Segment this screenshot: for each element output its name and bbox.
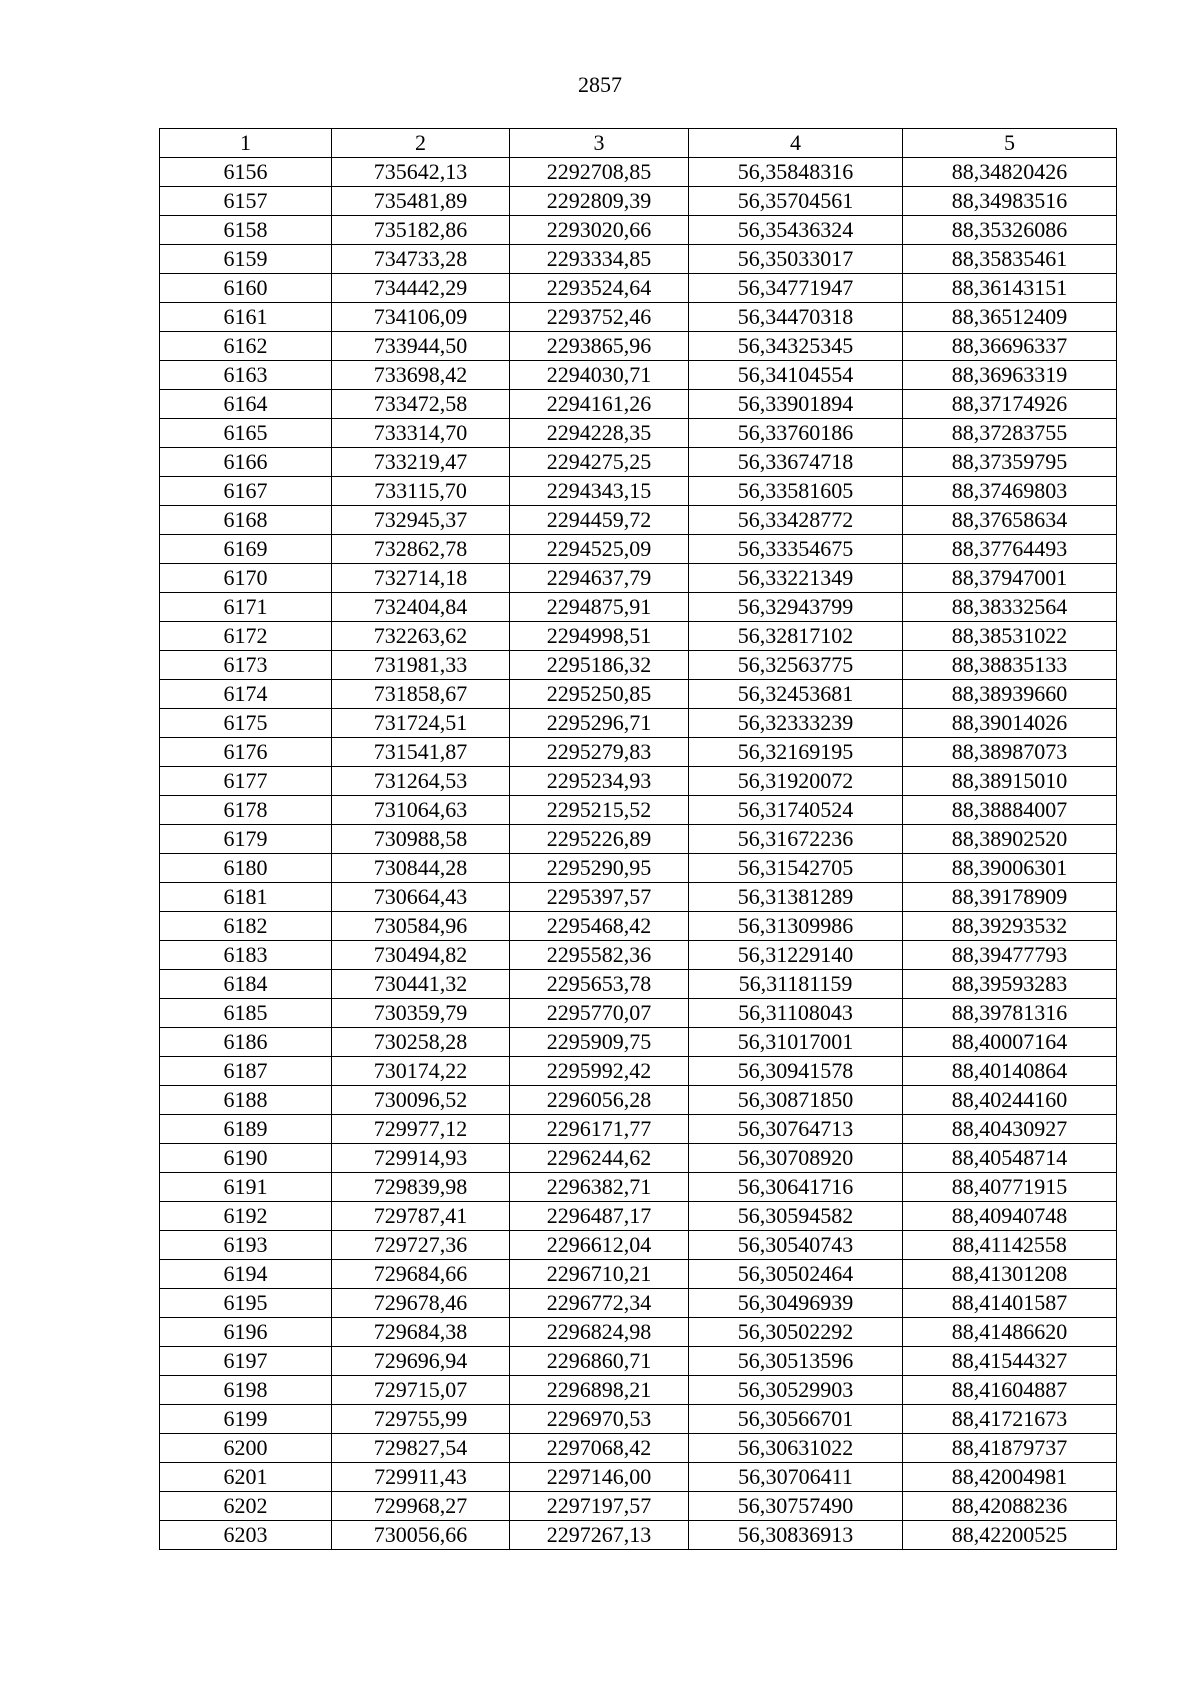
- longitude-cell: 88,40430927: [903, 1115, 1117, 1144]
- latitude-cell: 56,30529903: [689, 1376, 903, 1405]
- x-coordinate-cell: 730359,79: [332, 999, 510, 1028]
- latitude-cell: 56,35848316: [689, 158, 903, 187]
- x-coordinate-cell: 734106,09: [332, 303, 510, 332]
- latitude-cell: 56,31672236: [689, 825, 903, 854]
- latitude-cell: 56,30594582: [689, 1202, 903, 1231]
- longitude-cell: 88,36143151: [903, 274, 1117, 303]
- x-coordinate-cell: 731064,63: [332, 796, 510, 825]
- y-coordinate-cell: 2295186,32: [510, 651, 689, 680]
- x-coordinate-cell: 729678,46: [332, 1289, 510, 1318]
- latitude-cell: 56,33354675: [689, 535, 903, 564]
- point-number-cell: 6164: [160, 390, 332, 419]
- longitude-cell: 88,40940748: [903, 1202, 1117, 1231]
- table-body: [160, 158, 1117, 1550]
- y-coordinate-cell: 2292708,85: [510, 158, 689, 187]
- point-number-cell: 6193: [160, 1231, 332, 1260]
- latitude-cell: 56,33428772: [689, 506, 903, 535]
- longitude-cell: 88,40007164: [903, 1028, 1117, 1057]
- table-row: [160, 767, 1117, 796]
- longitude-cell: 88,36963319: [903, 361, 1117, 390]
- longitude-cell: 88,37947001: [903, 564, 1117, 593]
- y-coordinate-cell: 2296244,62: [510, 1144, 689, 1173]
- point-number-cell: 6167: [160, 477, 332, 506]
- latitude-cell: 56,32333239: [689, 709, 903, 738]
- y-coordinate-cell: 2293865,96: [510, 332, 689, 361]
- longitude-cell: 88,41544327: [903, 1347, 1117, 1376]
- y-coordinate-cell: 2295226,89: [510, 825, 689, 854]
- latitude-cell: 56,30566701: [689, 1405, 903, 1434]
- x-coordinate-cell: 729715,07: [332, 1376, 510, 1405]
- latitude-cell: 56,31229140: [689, 941, 903, 970]
- page-number: 2857: [578, 72, 622, 97]
- table-row: [160, 622, 1117, 651]
- x-coordinate-cell: 729977,12: [332, 1115, 510, 1144]
- longitude-cell: 88,38835133: [903, 651, 1117, 680]
- table-row: [160, 390, 1117, 419]
- y-coordinate-cell: 2296772,34: [510, 1289, 689, 1318]
- column-header-3: 3: [510, 129, 689, 158]
- point-number-cell: 6171: [160, 593, 332, 622]
- y-coordinate-cell: 2297197,57: [510, 1492, 689, 1521]
- y-coordinate-cell: 2294525,09: [510, 535, 689, 564]
- point-number-cell: 6195: [160, 1289, 332, 1318]
- y-coordinate-cell: 2296487,17: [510, 1202, 689, 1231]
- column-header-2: 2: [332, 129, 510, 158]
- point-number-cell: 6202: [160, 1492, 332, 1521]
- latitude-cell: 56,34771947: [689, 274, 903, 303]
- x-coordinate-cell: 733944,50: [332, 332, 510, 361]
- x-coordinate-cell: 729911,43: [332, 1463, 510, 1492]
- point-number-cell: 6183: [160, 941, 332, 970]
- latitude-cell: 56,35704561: [689, 187, 903, 216]
- x-coordinate-cell: 730664,43: [332, 883, 510, 912]
- point-number-cell: 6190: [160, 1144, 332, 1173]
- y-coordinate-cell: 2294875,91: [510, 593, 689, 622]
- x-coordinate-cell: 730494,82: [332, 941, 510, 970]
- point-number-cell: 6203: [160, 1521, 332, 1550]
- table-row: [160, 854, 1117, 883]
- x-coordinate-cell: 729839,98: [332, 1173, 510, 1202]
- y-coordinate-cell: 2295290,95: [510, 854, 689, 883]
- table-row: [160, 332, 1117, 361]
- longitude-cell: 88,34820426: [903, 158, 1117, 187]
- x-coordinate-cell: 731541,87: [332, 738, 510, 767]
- y-coordinate-cell: 2295234,93: [510, 767, 689, 796]
- latitude-cell: 56,32563775: [689, 651, 903, 680]
- x-coordinate-cell: 732945,37: [332, 506, 510, 535]
- longitude-cell: 88,35326086: [903, 216, 1117, 245]
- y-coordinate-cell: 2294228,35: [510, 419, 689, 448]
- table-row: [160, 1260, 1117, 1289]
- table-row: [160, 1434, 1117, 1463]
- point-number-cell: 6179: [160, 825, 332, 854]
- longitude-cell: 88,34983516: [903, 187, 1117, 216]
- table-row: [160, 680, 1117, 709]
- point-number-cell: 6200: [160, 1434, 332, 1463]
- point-number-cell: 6182: [160, 912, 332, 941]
- x-coordinate-cell: 729827,54: [332, 1434, 510, 1463]
- x-coordinate-cell: 733698,42: [332, 361, 510, 390]
- y-coordinate-cell: 2294637,79: [510, 564, 689, 593]
- table-row: [160, 709, 1117, 738]
- point-number-cell: 6168: [160, 506, 332, 535]
- y-coordinate-cell: 2296056,28: [510, 1086, 689, 1115]
- y-coordinate-cell: 2295653,78: [510, 970, 689, 999]
- longitude-cell: 88,41486620: [903, 1318, 1117, 1347]
- latitude-cell: 56,31108043: [689, 999, 903, 1028]
- point-number-cell: 6177: [160, 767, 332, 796]
- point-number-cell: 6176: [160, 738, 332, 767]
- longitude-cell: 88,40771915: [903, 1173, 1117, 1202]
- y-coordinate-cell: 2294998,51: [510, 622, 689, 651]
- longitude-cell: 88,37764493: [903, 535, 1117, 564]
- y-coordinate-cell: 2296710,21: [510, 1260, 689, 1289]
- latitude-cell: 56,33221349: [689, 564, 903, 593]
- table-row: [160, 303, 1117, 332]
- point-number-cell: 6187: [160, 1057, 332, 1086]
- y-coordinate-cell: 2295215,52: [510, 796, 689, 825]
- table-row: [160, 448, 1117, 477]
- latitude-cell: 56,31017001: [689, 1028, 903, 1057]
- table-row: [160, 1376, 1117, 1405]
- latitude-cell: 56,30540743: [689, 1231, 903, 1260]
- longitude-cell: 88,36512409: [903, 303, 1117, 332]
- table-row: [160, 477, 1117, 506]
- x-coordinate-cell: 734733,28: [332, 245, 510, 274]
- y-coordinate-cell: 2293020,66: [510, 216, 689, 245]
- point-number-cell: 6188: [160, 1086, 332, 1115]
- point-number-cell: 6159: [160, 245, 332, 274]
- x-coordinate-cell: 729914,93: [332, 1144, 510, 1173]
- point-number-cell: 6169: [160, 535, 332, 564]
- point-number-cell: 6192: [160, 1202, 332, 1231]
- longitude-cell: 88,39178909: [903, 883, 1117, 912]
- point-number-cell: 6196: [160, 1318, 332, 1347]
- x-coordinate-cell: 730258,28: [332, 1028, 510, 1057]
- longitude-cell: 88,40140864: [903, 1057, 1117, 1086]
- latitude-cell: 56,30496939: [689, 1289, 903, 1318]
- x-coordinate-cell: 729755,99: [332, 1405, 510, 1434]
- longitude-cell: 88,35835461: [903, 245, 1117, 274]
- table-row: [160, 158, 1117, 187]
- latitude-cell: 56,32817102: [689, 622, 903, 651]
- x-coordinate-cell: 731858,67: [332, 680, 510, 709]
- x-coordinate-cell: 735642,13: [332, 158, 510, 187]
- y-coordinate-cell: 2293752,46: [510, 303, 689, 332]
- column-header-5: 5: [903, 129, 1117, 158]
- x-coordinate-cell: 732404,84: [332, 593, 510, 622]
- latitude-cell: 56,31181159: [689, 970, 903, 999]
- latitude-cell: 56,30708920: [689, 1144, 903, 1173]
- y-coordinate-cell: 2294161,26: [510, 390, 689, 419]
- point-number-cell: 6166: [160, 448, 332, 477]
- table-row: [160, 564, 1117, 593]
- longitude-cell: 88,38939660: [903, 680, 1117, 709]
- y-coordinate-cell: 2294343,15: [510, 477, 689, 506]
- point-number-cell: 6170: [160, 564, 332, 593]
- point-number-cell: 6194: [160, 1260, 332, 1289]
- table-row: [160, 1289, 1117, 1318]
- longitude-cell: 88,42004981: [903, 1463, 1117, 1492]
- point-number-cell: 6189: [160, 1115, 332, 1144]
- y-coordinate-cell: 2297267,13: [510, 1521, 689, 1550]
- longitude-cell: 88,42200525: [903, 1521, 1117, 1550]
- y-coordinate-cell: 2296860,71: [510, 1347, 689, 1376]
- table-row: [160, 1463, 1117, 1492]
- y-coordinate-cell: 2295250,85: [510, 680, 689, 709]
- longitude-cell: 88,38531022: [903, 622, 1117, 651]
- y-coordinate-cell: 2296824,98: [510, 1318, 689, 1347]
- point-number-cell: 6174: [160, 680, 332, 709]
- x-coordinate-cell: 734442,29: [332, 274, 510, 303]
- y-coordinate-cell: 2294030,71: [510, 361, 689, 390]
- x-coordinate-cell: 735481,89: [332, 187, 510, 216]
- point-number-cell: 6199: [160, 1405, 332, 1434]
- table-row: [160, 187, 1117, 216]
- longitude-cell: 88,39477793: [903, 941, 1117, 970]
- latitude-cell: 56,30641716: [689, 1173, 903, 1202]
- x-coordinate-cell: 732714,18: [332, 564, 510, 593]
- y-coordinate-cell: 2296171,77: [510, 1115, 689, 1144]
- point-number-cell: 6184: [160, 970, 332, 999]
- point-number-cell: 6157: [160, 187, 332, 216]
- table-row: [160, 970, 1117, 999]
- table-row: [160, 912, 1117, 941]
- longitude-cell: 88,41401587: [903, 1289, 1117, 1318]
- latitude-cell: 56,31381289: [689, 883, 903, 912]
- table-row: [160, 506, 1117, 535]
- longitude-cell: 88,41721673: [903, 1405, 1117, 1434]
- longitude-cell: 88,37469803: [903, 477, 1117, 506]
- longitude-cell: 88,41879737: [903, 1434, 1117, 1463]
- table-row: [160, 1231, 1117, 1260]
- table-header: [160, 129, 1117, 158]
- point-number-cell: 6165: [160, 419, 332, 448]
- latitude-cell: 56,31309986: [689, 912, 903, 941]
- latitude-cell: 56,31920072: [689, 767, 903, 796]
- point-number-cell: 6185: [160, 999, 332, 1028]
- table-row: [160, 216, 1117, 245]
- table-row: [160, 419, 1117, 448]
- x-coordinate-cell: 729684,38: [332, 1318, 510, 1347]
- longitude-cell: 88,39293532: [903, 912, 1117, 941]
- y-coordinate-cell: 2295296,71: [510, 709, 689, 738]
- y-coordinate-cell: 2292809,39: [510, 187, 689, 216]
- latitude-cell: 56,30757490: [689, 1492, 903, 1521]
- table-row: [160, 1347, 1117, 1376]
- table-row: [160, 1405, 1117, 1434]
- x-coordinate-cell: 730584,96: [332, 912, 510, 941]
- y-coordinate-cell: 2297146,00: [510, 1463, 689, 1492]
- point-number-cell: 6162: [160, 332, 332, 361]
- y-coordinate-cell: 2295992,42: [510, 1057, 689, 1086]
- coordinates-table: [159, 128, 1117, 1550]
- y-coordinate-cell: 2296612,04: [510, 1231, 689, 1260]
- point-number-cell: 6158: [160, 216, 332, 245]
- latitude-cell: 56,32453681: [689, 680, 903, 709]
- point-number-cell: 6156: [160, 158, 332, 187]
- point-number-cell: 6180: [160, 854, 332, 883]
- longitude-cell: 88,40548714: [903, 1144, 1117, 1173]
- x-coordinate-cell: 729968,27: [332, 1492, 510, 1521]
- longitude-cell: 88,41301208: [903, 1260, 1117, 1289]
- longitude-cell: 88,37283755: [903, 419, 1117, 448]
- point-number-cell: 6160: [160, 274, 332, 303]
- x-coordinate-cell: 735182,86: [332, 216, 510, 245]
- latitude-cell: 56,35436324: [689, 216, 903, 245]
- x-coordinate-cell: 731981,33: [332, 651, 510, 680]
- table-row: [160, 1144, 1117, 1173]
- latitude-cell: 56,31542705: [689, 854, 903, 883]
- column-header-4: 4: [689, 129, 903, 158]
- y-coordinate-cell: 2295770,07: [510, 999, 689, 1028]
- y-coordinate-cell: 2294275,25: [510, 448, 689, 477]
- x-coordinate-cell: 730174,22: [332, 1057, 510, 1086]
- table-row: [160, 1521, 1117, 1550]
- latitude-cell: 56,30764713: [689, 1115, 903, 1144]
- table-row: [160, 1086, 1117, 1115]
- point-number-cell: 6161: [160, 303, 332, 332]
- y-coordinate-cell: 2294459,72: [510, 506, 689, 535]
- table-row: [160, 274, 1117, 303]
- y-coordinate-cell: 2295279,83: [510, 738, 689, 767]
- point-number-cell: 6175: [160, 709, 332, 738]
- x-coordinate-cell: 729684,66: [332, 1260, 510, 1289]
- latitude-cell: 56,33901894: [689, 390, 903, 419]
- x-coordinate-cell: 730096,52: [332, 1086, 510, 1115]
- longitude-cell: 88,39593283: [903, 970, 1117, 999]
- latitude-cell: 56,30631022: [689, 1434, 903, 1463]
- x-coordinate-cell: 729696,94: [332, 1347, 510, 1376]
- y-coordinate-cell: 2293334,85: [510, 245, 689, 274]
- table-row: [160, 593, 1117, 622]
- point-number-cell: 6178: [160, 796, 332, 825]
- table-row: [160, 651, 1117, 680]
- latitude-cell: 56,31740524: [689, 796, 903, 825]
- y-coordinate-cell: 2296970,53: [510, 1405, 689, 1434]
- longitude-cell: 88,38332564: [903, 593, 1117, 622]
- table-row: [160, 535, 1117, 564]
- column-header-1: 1: [160, 129, 332, 158]
- x-coordinate-cell: 729727,36: [332, 1231, 510, 1260]
- longitude-cell: 88,38915010: [903, 767, 1117, 796]
- x-coordinate-cell: 730056,66: [332, 1521, 510, 1550]
- longitude-cell: 88,38884007: [903, 796, 1117, 825]
- y-coordinate-cell: 2295397,57: [510, 883, 689, 912]
- table-row: [160, 738, 1117, 767]
- longitude-cell: 88,41142558: [903, 1231, 1117, 1260]
- latitude-cell: 56,33674718: [689, 448, 903, 477]
- point-number-cell: 6173: [160, 651, 332, 680]
- latitude-cell: 56,34104554: [689, 361, 903, 390]
- point-number-cell: 6163: [160, 361, 332, 390]
- x-coordinate-cell: 729787,41: [332, 1202, 510, 1231]
- table-row: [160, 796, 1117, 825]
- table-row: [160, 1115, 1117, 1144]
- table-row: [160, 1173, 1117, 1202]
- longitude-cell: 88,39014026: [903, 709, 1117, 738]
- table-row: [160, 1492, 1117, 1521]
- x-coordinate-cell: 731724,51: [332, 709, 510, 738]
- x-coordinate-cell: 730988,58: [332, 825, 510, 854]
- table-row: [160, 1057, 1117, 1086]
- latitude-cell: 56,30941578: [689, 1057, 903, 1086]
- x-coordinate-cell: 731264,53: [332, 767, 510, 796]
- longitude-cell: 88,36696337: [903, 332, 1117, 361]
- point-number-cell: 6191: [160, 1173, 332, 1202]
- longitude-cell: 88,41604887: [903, 1376, 1117, 1405]
- y-coordinate-cell: 2296382,71: [510, 1173, 689, 1202]
- latitude-cell: 56,32169195: [689, 738, 903, 767]
- y-coordinate-cell: 2297068,42: [510, 1434, 689, 1463]
- latitude-cell: 56,30836913: [689, 1521, 903, 1550]
- x-coordinate-cell: 733115,70: [332, 477, 510, 506]
- table-row: [160, 999, 1117, 1028]
- longitude-cell: 88,37174926: [903, 390, 1117, 419]
- longitude-cell: 88,38987073: [903, 738, 1117, 767]
- longitude-cell: 88,42088236: [903, 1492, 1117, 1521]
- table-row: [160, 1028, 1117, 1057]
- y-coordinate-cell: 2296898,21: [510, 1376, 689, 1405]
- latitude-cell: 56,35033017: [689, 245, 903, 274]
- longitude-cell: 88,37658634: [903, 506, 1117, 535]
- y-coordinate-cell: 2295582,36: [510, 941, 689, 970]
- latitude-cell: 56,30706411: [689, 1463, 903, 1492]
- longitude-cell: 88,37359795: [903, 448, 1117, 477]
- point-number-cell: 6186: [160, 1028, 332, 1057]
- y-coordinate-cell: 2295468,42: [510, 912, 689, 941]
- table-row: [160, 825, 1117, 854]
- header-row: [160, 129, 1117, 158]
- point-number-cell: 6181: [160, 883, 332, 912]
- x-coordinate-cell: 730844,28: [332, 854, 510, 883]
- table-row: [160, 1202, 1117, 1231]
- point-number-cell: 6197: [160, 1347, 332, 1376]
- table-row: [160, 361, 1117, 390]
- longitude-cell: 88,40244160: [903, 1086, 1117, 1115]
- y-coordinate-cell: 2293524,64: [510, 274, 689, 303]
- latitude-cell: 56,34325345: [689, 332, 903, 361]
- x-coordinate-cell: 732862,78: [332, 535, 510, 564]
- latitude-cell: 56,32943799: [689, 593, 903, 622]
- latitude-cell: 56,34470318: [689, 303, 903, 332]
- latitude-cell: 56,30502464: [689, 1260, 903, 1289]
- table-row: [160, 245, 1117, 274]
- table-row: [160, 941, 1117, 970]
- point-number-cell: 6198: [160, 1376, 332, 1405]
- point-number-cell: 6172: [160, 622, 332, 651]
- table-row: [160, 1318, 1117, 1347]
- latitude-cell: 56,30502292: [689, 1318, 903, 1347]
- x-coordinate-cell: 733219,47: [332, 448, 510, 477]
- longitude-cell: 88,39006301: [903, 854, 1117, 883]
- y-coordinate-cell: 2295909,75: [510, 1028, 689, 1057]
- latitude-cell: 56,30513596: [689, 1347, 903, 1376]
- longitude-cell: 88,38902520: [903, 825, 1117, 854]
- x-coordinate-cell: 733472,58: [332, 390, 510, 419]
- table-row: [160, 883, 1117, 912]
- point-number-cell: 6201: [160, 1463, 332, 1492]
- latitude-cell: 56,33760186: [689, 419, 903, 448]
- x-coordinate-cell: 733314,70: [332, 419, 510, 448]
- x-coordinate-cell: 730441,32: [332, 970, 510, 999]
- latitude-cell: 56,30871850: [689, 1086, 903, 1115]
- longitude-cell: 88,39781316: [903, 999, 1117, 1028]
- latitude-cell: 56,33581605: [689, 477, 903, 506]
- x-coordinate-cell: 732263,62: [332, 622, 510, 651]
